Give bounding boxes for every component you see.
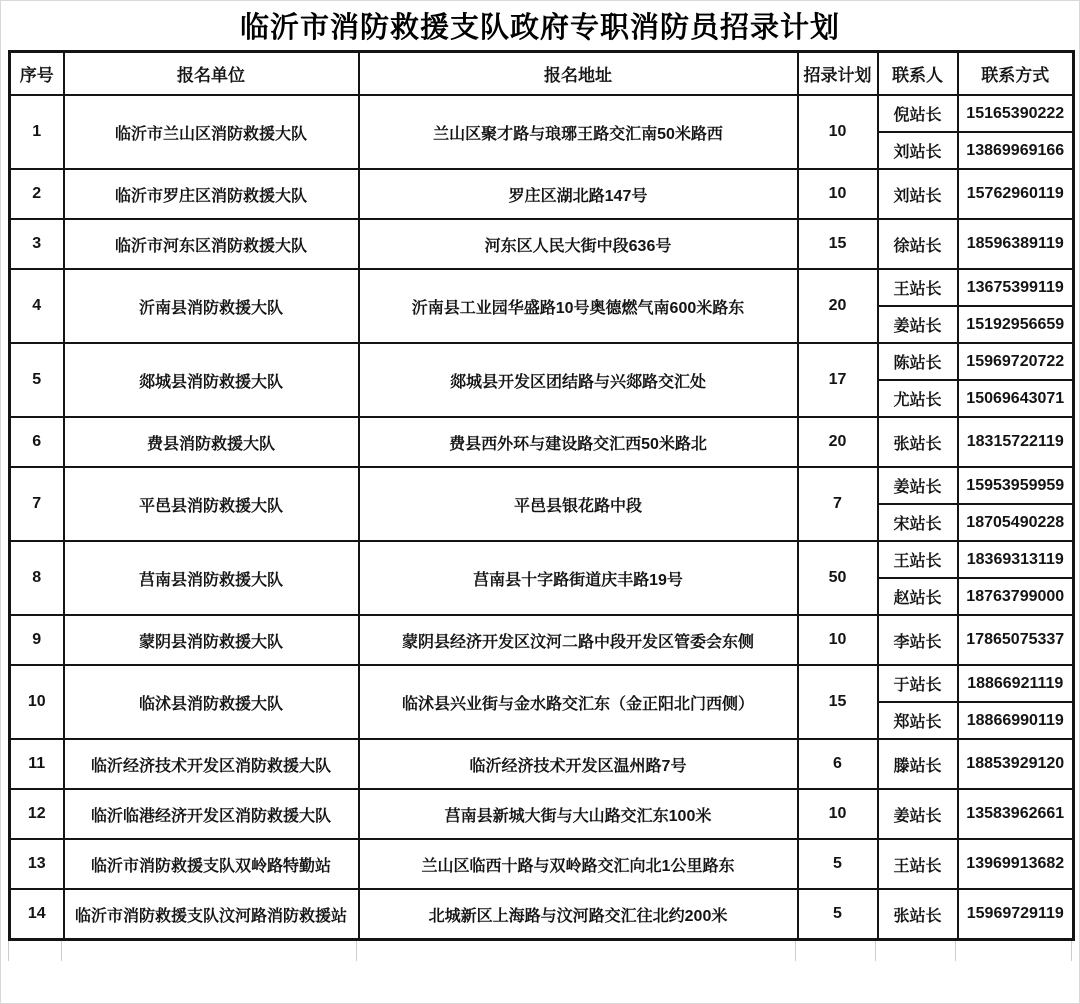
contact-name-cell: 宋站长 [878,504,958,541]
row-number-cell: 2 [10,169,64,219]
contact-phone-cell: 18705490228 [958,504,1074,541]
address-cell: 兰山区聚才路与琅琊王路交汇南50米路西 [359,95,798,169]
address-cell: 莒南县十字路街道庆丰路19号 [359,541,798,615]
contact-name-cell: 陈站长 [878,343,958,380]
table-row [10,343,1074,380]
contact-phone-cell: 13675399119 [958,269,1074,306]
row-number-cell: 4 [10,269,64,343]
unit-cell: 费县消防救援大队 [64,417,359,467]
row-number-cell: 1 [10,95,64,169]
cutoff-cell [796,941,876,961]
address-cell: 平邑县银花路中段 [359,467,798,541]
contact-name-cell: 刘站长 [878,132,958,169]
contact-name-cell: 姜站长 [878,789,958,839]
address-cell: 蒙阴县经济开发区汶河二路中段开发区管委会东侧 [359,615,798,665]
table-header-row [10,52,1074,96]
cutoff-cell [876,941,956,961]
contact-name-cell: 王站长 [878,541,958,578]
contact-name-cell: 张站长 [878,889,958,940]
contact-phone-cell: 15762960119 [958,169,1074,219]
cutoff-cell [62,941,357,961]
plan-cell: 10 [798,615,878,665]
contact-name-cell: 郑站长 [878,702,958,739]
table-row [10,219,1074,269]
address-cell: 临沭县兴业街与金水路交汇东（金正阳北门西侧） [359,665,798,739]
unit-cell: 临沂市罗庄区消防救援大队 [64,169,359,219]
row-number-cell: 14 [10,889,64,940]
contact-name-cell: 王站长 [878,269,958,306]
plan-cell: 10 [798,95,878,169]
plan-cell: 5 [798,839,878,889]
contact-phone-cell: 18369313119 [958,541,1074,578]
page-title: 临沂市消防救援支队政府专职消防员招录计划 [239,12,840,44]
contact-phone-cell: 18866921119 [958,665,1074,702]
unit-cell: 临沂经济技术开发区消防救援大队 [64,739,359,789]
plan-cell: 15 [798,219,878,269]
table-row [10,889,1074,940]
address-cell: 郯城县开发区团结路与兴郯路交汇处 [359,343,798,417]
contact-phone-cell: 15969729119 [958,889,1074,940]
plan-cell: 20 [798,269,878,343]
plan-cell: 7 [798,467,878,541]
plan-cell: 50 [798,541,878,615]
address-cell: 费县西外环与建设路交汇西50米路北 [359,417,798,467]
contact-name-cell: 刘站长 [878,169,958,219]
table-row [10,665,1074,702]
contact-name-cell: 姜站长 [878,467,958,504]
unit-cell: 临沂临港经济开发区消防救援大队 [64,789,359,839]
address-cell: 莒南县新城大街与大山路交汇东100米 [359,789,798,839]
row-number-cell: 10 [10,665,64,739]
contact-phone-cell: 17865075337 [958,615,1074,665]
contact-phone-cell: 13969913682 [958,839,1074,889]
table-row [10,467,1074,504]
address-cell: 罗庄区湖北路147号 [359,169,798,219]
header-cell: 报名地址 [359,52,798,96]
contact-name-cell: 赵站长 [878,578,958,615]
contact-phone-cell: 15165390222 [958,95,1074,132]
table-row [10,95,1074,132]
header-cell: 序号 [10,52,64,96]
contact-name-cell: 徐站长 [878,219,958,269]
plan-cell: 17 [798,343,878,417]
contact-phone-cell: 13869969166 [958,132,1074,169]
plan-cell: 10 [798,169,878,219]
cutoff-next-row [8,941,1072,961]
row-number-cell: 12 [10,789,64,839]
contact-name-cell: 滕站长 [878,739,958,789]
table-row [10,615,1074,665]
contact-phone-cell: 13583962661 [958,789,1074,839]
unit-cell: 沂南县消防救援大队 [64,269,359,343]
contact-name-cell: 王站长 [878,839,958,889]
row-number-cell: 7 [10,467,64,541]
contact-phone-cell: 18853929120 [958,739,1074,789]
table-row [10,169,1074,219]
row-number-cell: 5 [10,343,64,417]
header-cell: 联系人 [878,52,958,96]
table-row [10,417,1074,467]
unit-cell: 莒南县消防救援大队 [64,541,359,615]
unit-cell: 临沂市河东区消防救援大队 [64,219,359,269]
address-cell: 沂南县工业园华盛路10号奥德燃气南600米路东 [359,269,798,343]
contact-phone-cell: 15069643071 [958,380,1074,417]
header-cell: 招录计划 [798,52,878,96]
contact-name-cell: 李站长 [878,615,958,665]
table-row [10,739,1074,789]
row-number-cell: 11 [10,739,64,789]
contact-phone-cell: 18763799000 [958,578,1074,615]
contact-name-cell: 于站长 [878,665,958,702]
plan-cell: 20 [798,417,878,467]
address-cell: 北城新区上海路与汶河路交汇往北约200米 [359,889,798,940]
unit-cell: 蒙阴县消防救援大队 [64,615,359,665]
cutoff-cell [357,941,796,961]
plan-cell: 10 [798,789,878,839]
row-number-cell: 9 [10,615,64,665]
contact-name-cell: 尤站长 [878,380,958,417]
cutoff-cell [956,941,1072,961]
plan-cell: 6 [798,739,878,789]
address-cell: 兰山区临西十路与双岭路交汇向北1公里路东 [359,839,798,889]
unit-cell: 临沂市消防救援支队双岭路特勤站 [64,839,359,889]
contact-name-cell: 倪站长 [878,95,958,132]
header-cell: 报名单位 [64,52,359,96]
unit-cell: 临沂市兰山区消防救援大队 [64,95,359,169]
contact-phone-cell: 18866990119 [958,702,1074,739]
table-row [10,541,1074,578]
plan-cell: 15 [798,665,878,739]
unit-cell: 平邑县消防救援大队 [64,467,359,541]
recruitment-table [8,50,1075,941]
contact-name-cell: 姜站长 [878,306,958,343]
address-cell: 河东区人民大街中段636号 [359,219,798,269]
row-number-cell: 3 [10,219,64,269]
row-number-cell: 6 [10,417,64,467]
contact-name-cell: 张站长 [878,417,958,467]
contact-phone-cell: 15953959959 [958,467,1074,504]
contact-phone-cell: 15969720722 [958,343,1074,380]
plan-cell: 5 [798,889,878,940]
unit-cell: 临沂市消防救援支队汶河路消防救援站 [64,889,359,940]
contact-phone-cell: 18596389119 [958,219,1074,269]
unit-cell: 临沭县消防救援大队 [64,665,359,739]
unit-cell: 郯城县消防救援大队 [64,343,359,417]
row-number-cell: 13 [10,839,64,889]
address-cell: 临沂经济技术开发区温州路7号 [359,739,798,789]
table-row [10,789,1074,839]
contact-phone-cell: 15192956659 [958,306,1074,343]
table-row [10,839,1074,889]
contact-phone-cell: 18315722119 [958,417,1074,467]
header-cell: 联系方式 [958,52,1074,96]
table-row [10,269,1074,306]
cutoff-cell [8,941,62,961]
row-number-cell: 8 [10,541,64,615]
